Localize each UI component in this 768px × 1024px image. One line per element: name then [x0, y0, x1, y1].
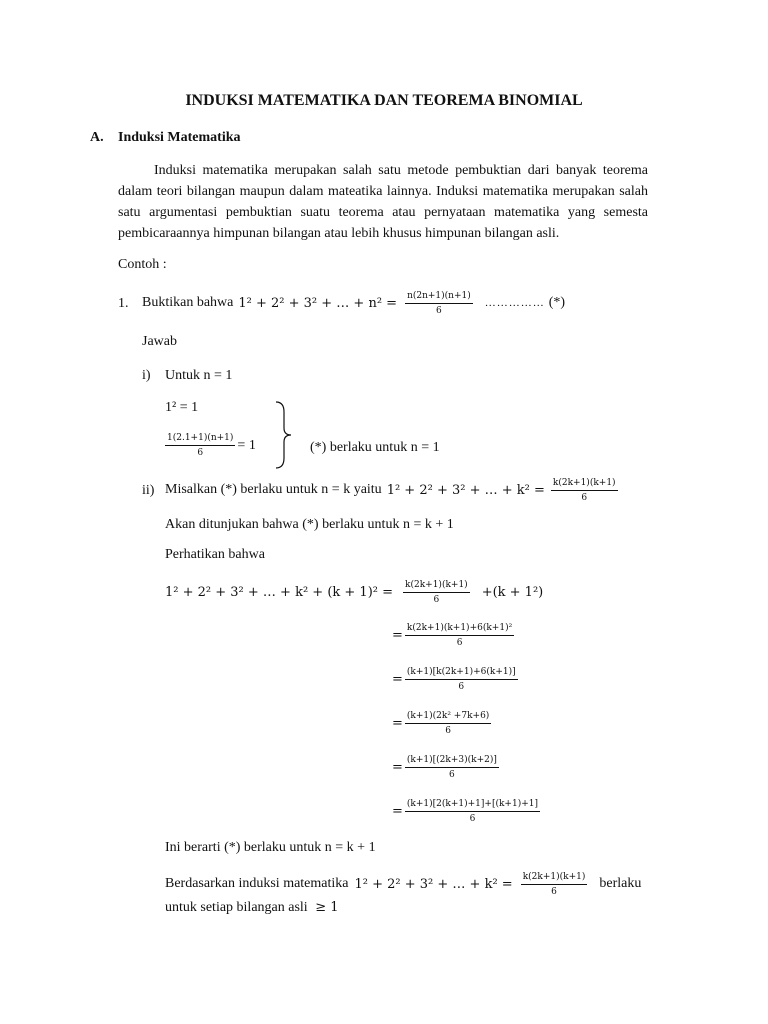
- answer-label: Jawab: [142, 334, 177, 349]
- derivation-step-denominator: 6: [449, 770, 455, 780]
- final-lhs: 1² + 2² + 3² + … + k² =: [354, 876, 513, 892]
- step-ii-claim: Akan ditunjukan bahwa (*) berlaku untuk n = k + 1: [165, 517, 454, 532]
- derivation-step-fraction: [405, 710, 491, 737]
- final-fraction-denominator: 6: [551, 886, 557, 897]
- step-ii-marker: ii): [142, 483, 155, 498]
- step-i-text: Untuk n = 1: [165, 368, 233, 383]
- step-ii-statement: [165, 475, 620, 505]
- derivation-step-denominator: 6: [458, 682, 465, 692]
- derivation-step-fraction: [405, 622, 514, 649]
- derivation-step-fraction: [405, 798, 540, 825]
- final-line2-text: untuk setiap bilangan asli: [165, 900, 308, 915]
- step-i-fraction-denominator: 6: [197, 448, 204, 458]
- derivation-step: [392, 666, 520, 693]
- derivation-step-numerator: (k+1)[2(k+1)+1]+[(k+1)+1]: [405, 798, 540, 812]
- step-i-note: (*) berlaku untuk n = 1: [310, 440, 440, 455]
- derivation-lhs: 1² + 2² + 3² + … + k² + (k + 1)² =: [165, 584, 394, 600]
- step-ii-lhs: 1² + 2² + 3² + … + k² =: [386, 482, 545, 498]
- page-title: INDUKSI MATEMATIKA DAN TEOREMA BINOMIAL: [185, 92, 583, 109]
- section-marker: A.: [90, 130, 104, 145]
- problem-lhs: 1² + 2² + 3² + … + n² =: [238, 295, 398, 311]
- step-ii-text: Misalkan (*) berlaku untuk n = k yaitu: [165, 482, 382, 497]
- problem-leader-dots: ……………: [484, 297, 545, 309]
- equals-sign: =: [392, 804, 403, 819]
- section-heading: Induksi Matematika: [118, 130, 241, 145]
- problem-tag: (*): [548, 295, 566, 310]
- final-fraction-numerator: k(2k+1)(k+1): [521, 871, 588, 885]
- right-brace-icon: [274, 400, 294, 470]
- step-i-marker: i): [142, 368, 151, 383]
- derivation-step-fraction: [405, 666, 518, 693]
- intro-paragraph: [118, 160, 648, 244]
- problem-fraction-denominator: 6: [436, 305, 442, 316]
- step-ii-fraction-denominator: 6: [581, 492, 588, 503]
- example-label: Contoh :: [118, 257, 167, 272]
- equals-sign: =: [392, 716, 403, 731]
- step-i-line2: [163, 432, 256, 459]
- derivation-step-numerator: (k+1)[(2k+3)(k+2)]: [405, 754, 499, 768]
- step-ii-fraction: [551, 477, 618, 504]
- problem-number: 1.: [118, 296, 129, 311]
- problem-fraction-numerator: n(2n+1)(n+1): [405, 290, 473, 304]
- derivation-step-denominator: 6: [469, 814, 476, 824]
- derivation-step-numerator: k(2k+1)(k+1)+6(k+1)²: [405, 622, 514, 636]
- final-fraction: [521, 871, 588, 898]
- final-tail: berlaku: [599, 876, 642, 891]
- derivation-step-denominator: 6: [445, 726, 451, 736]
- derivation-step: [392, 798, 542, 825]
- equals-sign: =: [392, 760, 403, 775]
- derivation-step: [392, 710, 493, 737]
- problem-fraction: [405, 290, 473, 317]
- derivation-first-tail: +(k + 1²): [481, 584, 544, 600]
- equals-sign: =: [392, 672, 403, 687]
- derivation-first-numerator: k(2k+1)(k+1): [403, 579, 470, 593]
- final-lead: Berdasarkan induksi matematika: [165, 876, 349, 891]
- derivation-first-denominator: 6: [433, 594, 440, 605]
- step-ii-observe: Perhatikan bahwa: [165, 547, 265, 562]
- problem-statement: [142, 288, 565, 318]
- step-i-result: = 1: [237, 437, 256, 453]
- final-line2-math: ≥ 1: [315, 900, 339, 915]
- derivation-step-numerator: (k+1)(2k² +7k+6): [405, 710, 491, 724]
- final-second-line: [165, 900, 339, 916]
- step-i-fraction-numerator: 1(2.1+1)(n+1): [165, 432, 235, 446]
- problem-lead: Buktikan bahwa: [142, 295, 234, 310]
- equals-sign: =: [392, 628, 403, 643]
- derivation-step-numerator: (k+1)[k(2k+1)+6(k+1)]: [405, 666, 518, 680]
- derivation-first-line: [165, 576, 543, 608]
- intro-paragraph-text: Induksi matematika merupakan salah satu metode pembuktian dari banyak teorema dalam teori bilangan maupun dalam mateatika lainnya. Induksi matematika merupakan salah satu argumentasi pembuktian suatu teorema atau pernyataan matematika yang semesta pembicaraannya himpunan bilangan atau lebih khusus himpunan bilangan asli.: [118, 163, 648, 241]
- derivation-step-denominator: 6: [456, 638, 463, 648]
- final-conclusion: [165, 868, 645, 900]
- step-i-fraction: [165, 432, 235, 459]
- derivation-step-fraction: [405, 754, 499, 781]
- step-ii-fraction-numerator: k(2k+1)(k+1): [551, 477, 618, 491]
- conclusion-line: Ini berarti (*) berlaku untuk n = k + 1: [165, 840, 376, 855]
- step-i-brace: [274, 400, 294, 475]
- step-i-line1: 1² = 1: [165, 400, 199, 415]
- derivation-step: [392, 622, 516, 649]
- derivation-step: [392, 754, 501, 781]
- derivation-first-fraction: [403, 579, 470, 606]
